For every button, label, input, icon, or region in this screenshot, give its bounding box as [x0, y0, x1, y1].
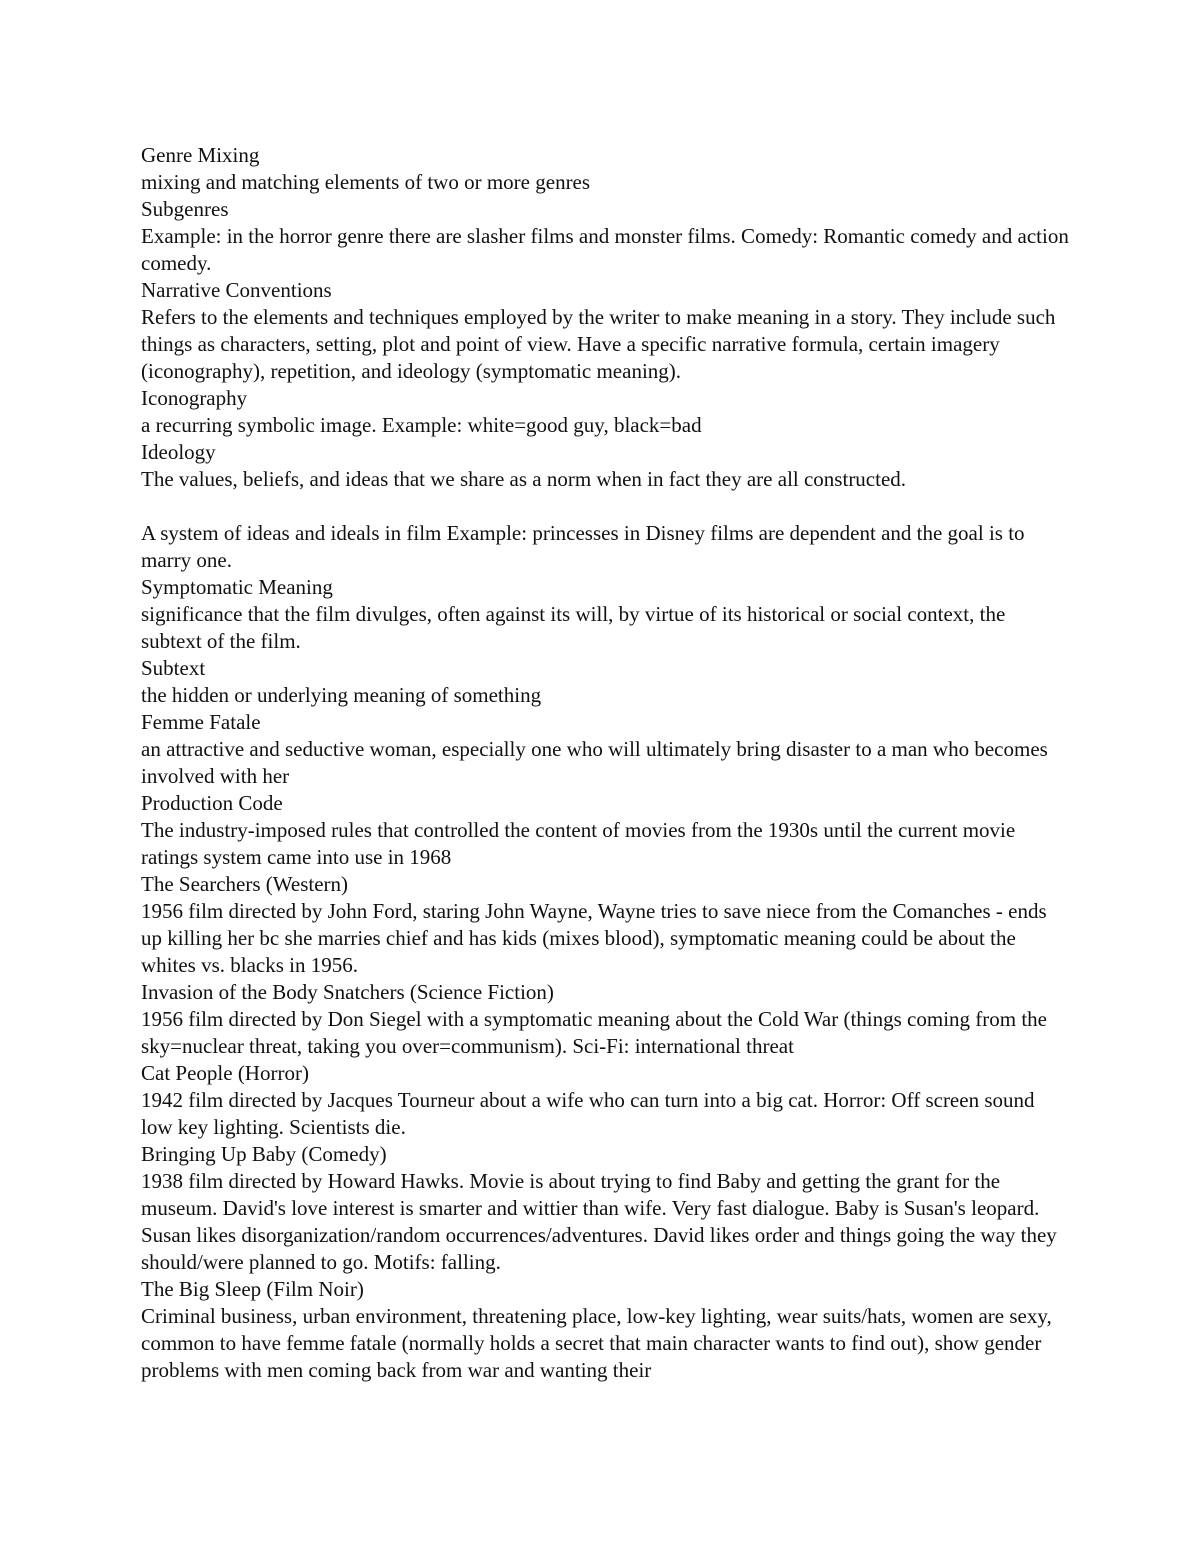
entry-subgenres: [141, 196, 1071, 277]
term-heading: Femme Fatale: [141, 710, 261, 734]
term-heading: Invasion of the Body Snatchers (Science Fiction): [141, 980, 554, 1004]
term-heading: Subgenres: [141, 197, 229, 221]
term-definition: a recurring symbolic image. Example: white=good guy, black=bad: [141, 413, 702, 437]
term-definition: 1938 film directed by Howard Hawks. Movie is about trying to find Baby and getting the grant for the museum. David's love interest is smarter and wittier than wife. Very fast dialogue. Baby is Susan's leopard. Susan likes disorganization/random occurrences/adventures. David likes order and things going the way they should/were planned to go. Motifs: falling.: [141, 1169, 1057, 1274]
entry-narrative-conventions: [141, 277, 1071, 385]
term-definition: 1942 film directed by Jacques Tourneur about a wife who can turn into a big cat. Horror: Off screen sound low key lighting. Scientists die.: [141, 1088, 1035, 1139]
term-heading: The Searchers (Western): [141, 872, 349, 896]
blank-line: [141, 493, 1071, 520]
entry-production-code: [141, 790, 1071, 871]
entry-the-searchers: [141, 871, 1071, 979]
term-heading: The Big Sleep (Film Noir): [141, 1277, 364, 1301]
entry-ideology: [141, 439, 1071, 574]
entry-genre-mixing: [141, 142, 1071, 196]
term-definition: Refers to the elements and techniques employed by the writer to make meaning in a story. They include such things as characters, setting, plot and point of view. Have a specific narrative formula, certain imagery (iconography), repetition, and ideology (symptomatic meaning).: [141, 305, 1056, 383]
term-definition: significance that the film divulges, often against its will, by virtue of its historical or social context, the subtext of the film.: [141, 602, 1006, 653]
term-heading: Cat People (Horror): [141, 1061, 309, 1085]
entry-femme-fatale: [141, 709, 1071, 790]
term-definition: Example: in the horror genre there are slasher films and monster films. Comedy: Romantic comedy and action comedy.: [141, 224, 1069, 275]
term-heading: Production Code: [141, 791, 283, 815]
term-definition: the hidden or underlying meaning of something: [141, 683, 542, 707]
entry-the-big-sleep: [141, 1276, 1071, 1384]
entry-bringing-up-baby: [141, 1141, 1071, 1276]
term-heading: Subtext: [141, 656, 206, 680]
entry-iconography: [141, 385, 1071, 439]
term-heading: Ideology: [141, 440, 216, 464]
entry-symptomatic-meaning: [141, 574, 1071, 655]
term-definition: an attractive and seductive woman, especially one who will ultimately bring disaster to a man who becomes involved with her: [141, 737, 1048, 788]
document-body: [141, 142, 1071, 1384]
entry-invasion-of-the-body-snatchers: [141, 979, 1071, 1060]
term-definition: 1956 film directed by John Ford, staring John Wayne, Wayne tries to save niece from the Comanches - ends up killing her bc she marries chief and has kids (mixes blood), symptomatic meaning could be about the whites vs. blacks in 1956.: [141, 899, 1047, 977]
term-heading: Symptomatic Meaning: [141, 575, 333, 599]
term-heading: Bringing Up Baby (Comedy): [141, 1142, 387, 1166]
term-definition: mixing and matching elements of two or more genres: [141, 170, 591, 194]
term-definition: The industry-imposed rules that controlled the content of movies from the 1930s until the current movie ratings system came into use in 1968: [141, 818, 1016, 869]
term-heading: Genre Mixing: [141, 143, 260, 167]
term-heading: Narrative Conventions: [141, 278, 332, 302]
term-definition: Criminal business, urban environment, threatening place, low-key lighting, wear suits/hats, women are sexy, common to have femme fatale (normally holds a secret that main character wants to find out), show gender problems with men coming back from war and wanting their: [141, 1304, 1052, 1382]
term-definition: 1956 film directed by Don Siegel with a symptomatic meaning about the Cold War (things coming from the sky=nuclear threat, taking you over=communism). Sci-Fi: international threat: [141, 1007, 1048, 1058]
term-heading: Iconography: [141, 386, 248, 410]
entry-subtext: [141, 655, 1071, 709]
term-definition: The values, beliefs, and ideas that we share as a norm when in fact they are all constructed.: [141, 467, 907, 491]
entry-cat-people: [141, 1060, 1071, 1141]
term-definition-continuation: A system of ideas and ideals in film Example: princesses in Disney films are dependent and the goal is to marry one.: [141, 521, 1025, 572]
